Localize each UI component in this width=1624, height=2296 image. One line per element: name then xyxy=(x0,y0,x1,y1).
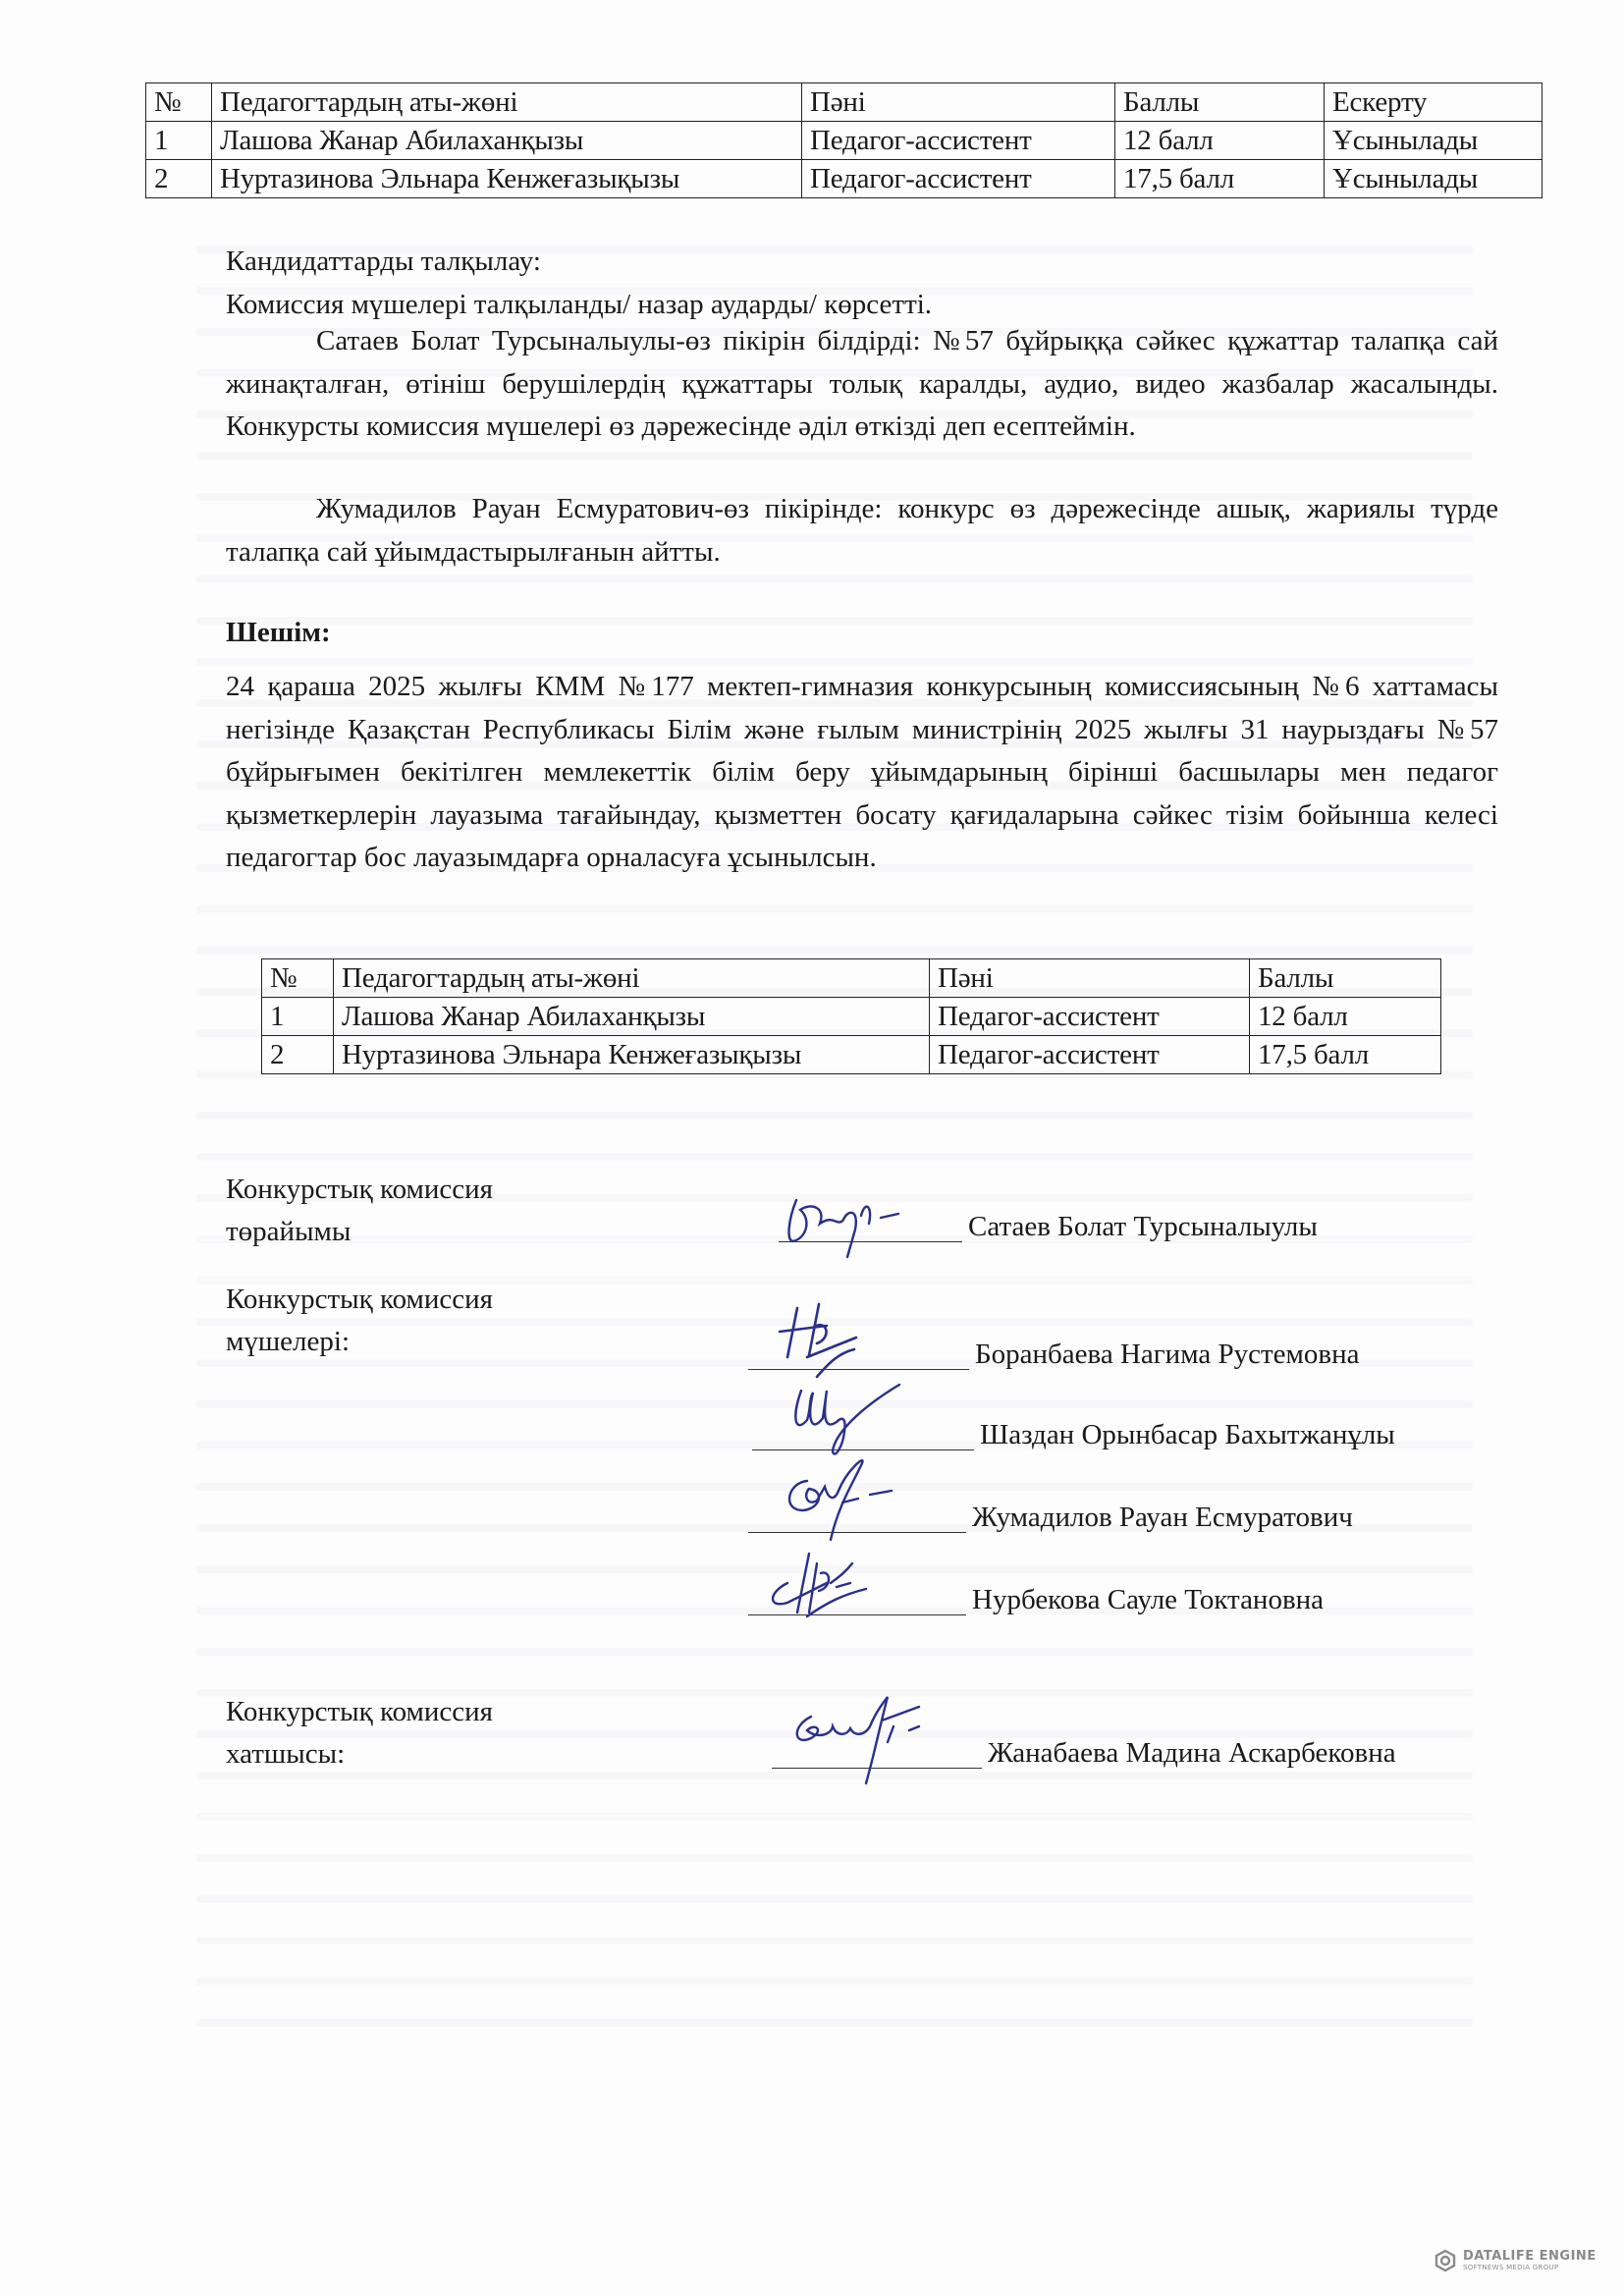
member-signature-row xyxy=(748,1569,1324,1615)
decision-title: Шешім: xyxy=(226,617,331,648)
cell-number: 2 xyxy=(146,160,212,198)
discussion-title: Кандидаттарды талқылау: xyxy=(226,246,541,277)
opinion-zhumadilov: Жумадилов Рауан Есмуратович-өз пікірінде: конкурс өз дәрежесінде ашық, жариялы түрде талапқа сай ұйымдастырылғанын айтты. xyxy=(226,493,1498,568)
member-signature-line xyxy=(748,1569,966,1615)
chair-label-line1: Конкурстық комиссия xyxy=(226,1174,494,1205)
decision-table xyxy=(261,958,1441,1074)
member-name: Боранбаева Нагима Рустемовна xyxy=(975,1339,1360,1370)
member-signature-line xyxy=(748,1487,966,1533)
watermark-title: DATALIFE ENGINE xyxy=(1463,2249,1597,2264)
header-cell-number: № xyxy=(262,959,334,998)
cell-score: 12 балл xyxy=(1115,122,1325,160)
members-label-line2: мүшелері: xyxy=(226,1326,351,1357)
member-signature-line xyxy=(752,1404,974,1450)
cell-note: Ұсынылады xyxy=(1325,160,1543,198)
member-name: Нурбекова Сауле Токтановна xyxy=(972,1584,1325,1615)
chair-signature-line xyxy=(779,1196,962,1242)
members-label xyxy=(226,1279,493,1363)
cell-subject: Педагог-ассистент xyxy=(930,998,1250,1036)
cell-score: 17,5 балл xyxy=(1115,160,1325,198)
header-cell-number: № xyxy=(146,83,212,122)
secretary-signature-line xyxy=(772,1722,982,1769)
table-header-row xyxy=(146,83,1543,122)
chair-signature-row xyxy=(779,1196,1318,1242)
member-name: Жумадилов Рауан Есмуратович xyxy=(972,1502,1353,1533)
member-signature-row xyxy=(748,1324,1359,1370)
table-row xyxy=(262,1036,1441,1074)
cell-score: 12 балл xyxy=(1250,998,1441,1036)
cell-score: 17,5 балл xyxy=(1250,1036,1441,1074)
chair-label-line2: төрайымы xyxy=(226,1216,352,1247)
header-cell-subject: Пәні xyxy=(802,83,1115,122)
secretary-label xyxy=(226,1691,493,1776)
cell-name: Лашова Жанар Абилаханқызы xyxy=(212,122,802,160)
cell-name: Нуртазинова Эльнара Кенжеғазықызы xyxy=(212,160,802,198)
results-table xyxy=(145,82,1543,198)
secretary-label-line2: хатшысы: xyxy=(226,1738,346,1770)
cell-number: 2 xyxy=(262,1036,334,1074)
members-label-line1: Конкурстық комиссия xyxy=(226,1284,494,1315)
member-signature-line xyxy=(748,1324,969,1370)
watermark-subtitle: SOFTNEWS MEDIA GROUP xyxy=(1463,2264,1559,2271)
secretary-name: Жанабаева Мадина Аскарбековна xyxy=(988,1737,1396,1769)
cell-note: Ұсынылады xyxy=(1325,122,1543,160)
handwritten-signature-icon xyxy=(772,1687,939,1785)
opinion-satayev: Сатаев Болат Турсыналыулы-өз пікірін білдірді: №57 бұйрыққа сәйкес құжаттар талапқа сай жинақталған, өтініш берушілердің құжаттары толық каралды, аудио, видео жазбалар жасалынды. Конкурсты комиссия мүшелері өз дәрежесінде әділ өткізді деп есептеймін. xyxy=(226,325,1498,442)
header-cell-score: Баллы xyxy=(1115,83,1325,122)
cell-subject: Педагог-ассистент xyxy=(802,160,1115,198)
decision-text: 24 қараша 2025 жылғы КММ №177 мектеп-гимназия конкурсының комиссиясының №6 хаттамасы негізінде Қазақстан Республикасы Білім және ғылым министрінің 2025 жылғы 31 наурыздағы №57 бұйрығымен бекітілген мемлекеттік білім беру ұйымдарының бірінші басшылары мен педагог қызметкерлерін лауазыма тағайындау, қызметтен босату қағидаларына сәйкес тізім бойынша келесі педагогтар бос лауазымдарға орналасуға ұсынылсын. xyxy=(226,671,1498,873)
handwritten-signature-icon xyxy=(748,1544,886,1632)
cell-number: 1 xyxy=(146,122,212,160)
handwritten-signature-icon xyxy=(748,1451,905,1550)
datalife-engine-watermark xyxy=(1434,2249,1597,2272)
discussion-intro: Комиссия мүшелері талқыланды/ назар аударды/ көрсетті. xyxy=(226,289,933,320)
header-cell-name: Педагогтардың аты-жөні xyxy=(212,83,802,122)
member-signature-row xyxy=(752,1404,1395,1450)
table-header-row xyxy=(262,959,1441,998)
cell-subject: Педагог-ассистент xyxy=(930,1036,1250,1074)
header-cell-subject: Пәні xyxy=(930,959,1250,998)
member-name: Шаздан Орынбасар Бахытжанұлы xyxy=(980,1419,1395,1450)
handwritten-signature-icon xyxy=(748,1298,886,1387)
datalife-logo-icon xyxy=(1434,2249,1457,2272)
header-cell-score: Баллы xyxy=(1250,959,1441,998)
handwritten-signature-icon xyxy=(779,1180,916,1259)
table-row xyxy=(146,122,1543,160)
cell-name: Лашова Жанар Абилаханқызы xyxy=(334,998,930,1036)
table-row xyxy=(146,160,1543,198)
chair-name: Сатаев Болат Турсыналыулы xyxy=(968,1211,1318,1242)
table-row xyxy=(262,998,1441,1036)
cell-subject: Педагог-ассистент xyxy=(802,122,1115,160)
secretary-label-line1: Конкурстық комиссия xyxy=(226,1696,494,1727)
header-cell-name: Педагогтардың аты-жөні xyxy=(334,959,930,998)
member-signature-row xyxy=(748,1487,1353,1533)
header-cell-note: Ескерту xyxy=(1325,83,1543,122)
chair-label xyxy=(226,1169,493,1253)
cell-number: 1 xyxy=(262,998,334,1036)
secretary-signature-row xyxy=(772,1722,1396,1769)
cell-name: Нуртазинова Эльнара Кенжеғазықызы xyxy=(334,1036,930,1074)
